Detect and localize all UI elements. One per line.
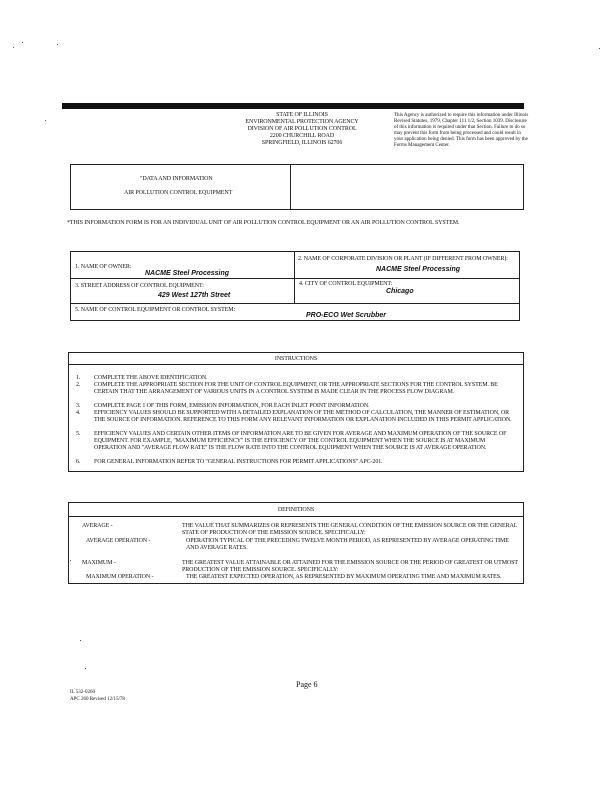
instruction-item [76, 459, 516, 466]
definition-text: THE VALUE THAT SUMMARIZES OR REPRESENTS THE GENERAL CONDITION OF THE EMISSION SOURCE OR THE GENERAL STATE OF PRODUCTION OF THE EMISSION SOURCE. SPECIFICALLY: [182, 523, 518, 536]
definitions-heading: DEFINITIONS [277, 507, 315, 513]
scan-speck [45, 120, 46, 121]
scan-speck [22, 42, 23, 43]
definition-term: MAXIMUM - [82, 560, 116, 566]
city-value[interactable]: Chicago [386, 288, 414, 295]
owner-value[interactable]: NACME Steel Processing [145, 270, 230, 277]
page-number: Page 6 [296, 680, 318, 689]
definition-term: AVERAGE - [82, 523, 113, 529]
form-title-line2: AIR POLLUTION CONTROL EQUIPMENT [124, 190, 233, 196]
definition-item [74, 574, 520, 581]
instruction-text: COMPLETE PAGE 1 OF THIS FORM, EMISSION INFORMATION, FOR EACH INLET POINT INFORMATION. [94, 403, 370, 409]
agency-state: STATE OF ILLINOIS [276, 112, 328, 118]
agency-city: SPRINGFIELD, ILLINOIS 62706 [261, 140, 343, 146]
street-label: 3. STREET ADDRESS OF CONTROL EQUIPMENT: [75, 283, 204, 289]
instruction-text: EFFICIENCY VALUES SHOULD BE SUPPORTED WITH A DETAILED EXPLANATION OF THE METHOD OF CALCULATION, THE MANNER OF ESTIMATION, OR THE SOURCE OF INFORMATION. REFERENCE TO THIS FORM ANY RELEVANT INFORMATION OR EXPLANATION INCLUDED IN THIS PERMIT APPLICATION. [94, 410, 512, 423]
purpose-statement: *THIS INFORMATION FORM IS FOR AN INDIVIDUAL UNIT OF AIR POLLUTION CONTROL EQUIPMENT OR AN AIR POLLUTION CONTROL SYSTEM. [67, 220, 460, 226]
equipment-label: 5. NAME OF CONTROL EQUIPMENT OR CONTROL SYSTEM: [75, 307, 236, 313]
scan-speck [13, 47, 14, 48]
instruction-item [76, 375, 516, 382]
fields-row-line [70, 303, 520, 304]
scan-speck [57, 44, 58, 45]
title-divider [290, 164, 291, 210]
instruction-item [76, 431, 516, 459]
instruction-num: 4. [76, 410, 81, 416]
definitions-list [74, 523, 520, 581]
definition-term: AVERAGE OPERATION - [86, 538, 151, 544]
definition-item [74, 523, 520, 537]
street-value[interactable]: 429 West 127th Street [158, 292, 231, 299]
definition-text: THE GREATEST VALUE ATTAINABLE OR ATTAINED FOR THE EMISSION SOURCE OR THE PERIOD OF GREATEST OR UTMOST PRODUCTION OF THE EMISSION SOURCE. SPECIFICALLY: [182, 560, 518, 573]
agency-division: DIVISION OF AIR POLLUTION CONTROL [247, 126, 357, 132]
scan-speck [80, 640, 81, 641]
definition-term: MAXIMUM OPERATION - [86, 574, 154, 580]
disclosure-notice: This Agency is authorized to require this information under Illinois Revised Statutes, 1979, Chapter 111 1/2, Section 1039. Disclosure of this information is required under that Section. Failure to do so may prevent this form from being processed and could result in your application being denied. This form has been approved by the Forms Management Center. [394, 113, 529, 148]
form-title-line1: "DATA AND INFORMATION [140, 176, 213, 182]
instructions-heading: INSTRUCTIONS [274, 356, 318, 362]
instructions-list [76, 375, 516, 466]
instruction-text: EFFICIENCY VALUES AND CERTAIN OTHER ITEMS OF INFORMATION ARE TO BE GIVEN FOR AVERAGE AND MAXIMUM OPERATION OF THE SOURCE OF EQUIPMENT. FOR EXAMPLE, "MAXIMUM EFFICIENCY" IS THE EFFICIENCY OF THE CONTROL EQUIPMENT WHEN THE SOURCE IS AT MAXIMUM OPERATION AND "AVERAGE FLOW RATE" IS THE FLOW RATE INTO THE CONTROL EQUIPMENT WHEN THE SOURCE IS AT AVERAGE OPERATION. [94, 431, 507, 451]
instruction-num: 1. [76, 375, 81, 381]
instruction-num: 6. [76, 459, 81, 465]
corp-label: 2. NAME OF CORPORATE DIVISION OR PLANT (IF DIFFERENT FROM OWNER): [298, 256, 508, 262]
equipment-value[interactable]: PRO-ECO Wet Scrubber [306, 312, 386, 319]
scan-speck [85, 668, 86, 669]
instruction-num: 2. [76, 382, 81, 388]
definition-item [74, 538, 520, 552]
form-revision: APC 260 Revised 12/15/78 [70, 697, 125, 702]
instruction-item [76, 410, 516, 431]
owner-label: 1. NAME OF OWNER: [75, 264, 132, 270]
instructions-heading-rule [68, 364, 524, 365]
form-title-box [70, 164, 524, 210]
agency-header [222, 112, 382, 147]
definition-item [74, 560, 520, 574]
instruction-num: 3. [76, 403, 81, 409]
instruction-text: COMPLETE THE ABOVE IDENTIFICATION. [94, 375, 208, 381]
agency-name: ENVIRONMENTAL PROTECTION AGENCY [245, 119, 359, 125]
scan-speck [599, 48, 600, 49]
agency-address: 2200 CHURCHILL ROAD [269, 133, 335, 139]
instruction-num: 5. [76, 431, 81, 437]
instruction-text: COMPLETE THE APPROPRIATE SECTION FOR THE UNIT OF CONTROL EQUIPMENT, OR THE APPROPRIATE SECTIONS FOR THE CONTROL SYSTEM. BE CERTAIN THAT THE ARRANGEMENT OF VARIOUS UNITS IN A CONTROL SYSTEM IS MADE CLEAR IN THE PROCESS FLOW DIAGRAM. [94, 382, 498, 395]
definitions-heading-rule [68, 516, 524, 517]
definition-text: THE GREATEST EXPECTED OPERATION, AS REPRESENTED BY MAXIMUM OPERATING TIME AND MAXIMUM RATES. [186, 574, 502, 580]
instruction-item [76, 403, 516, 410]
instruction-text: FOR GENERAL INFORMATION REFER TO "GENERAL INSTRUCTIONS FOR PERMIT APPLICATIONS" APC-201. [94, 459, 383, 465]
fields-row-line [70, 278, 520, 279]
fields-divider [294, 251, 295, 303]
corp-value[interactable]: NACME Steel Processing [376, 266, 461, 273]
form-code: IL 532-0260 [70, 690, 95, 695]
definition-text: OPERATION TYPICAL OF THE PRECEDING TWELVE MONTH PERIOD, AS REPRESENTED BY AVERAGE OPERATING TIME AND AVERAGE RATES. [186, 538, 509, 551]
instruction-item [76, 382, 516, 403]
top-rule [62, 103, 524, 109]
city-label: 4. CITY OF CONTROL EQUIPMENT: [299, 281, 393, 287]
